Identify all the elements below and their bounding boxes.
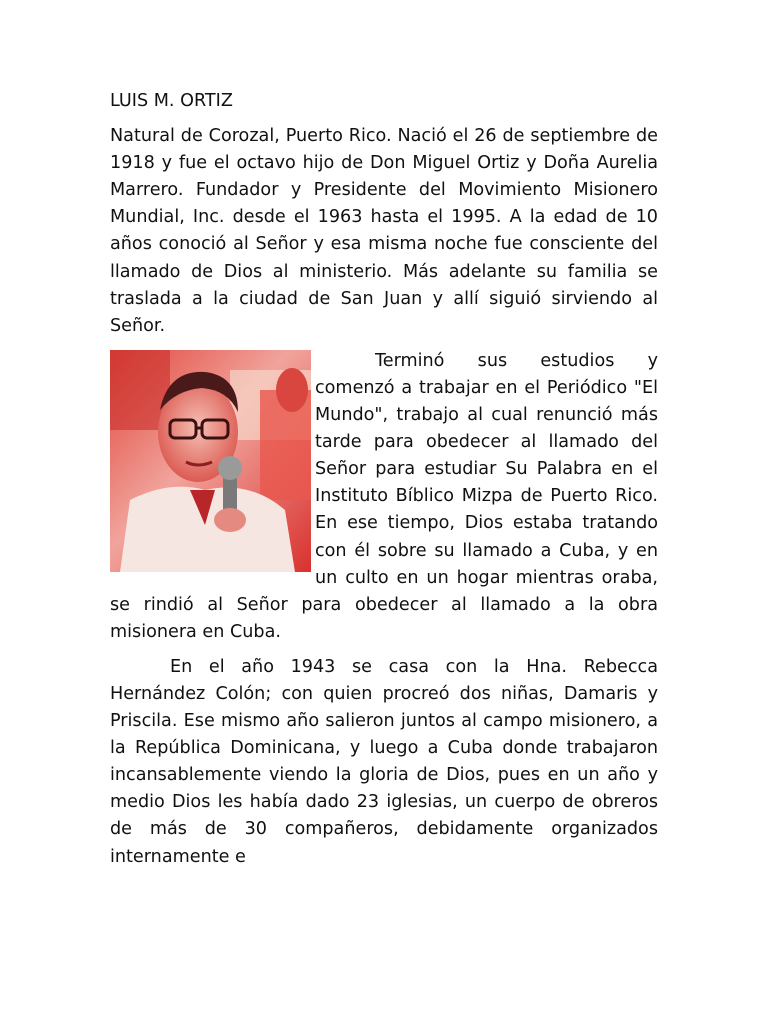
paragraph-2: Terminó sus estudios y comenzó a trabajar en el Periódico "El Mundo", trabajo al cual renunció más tarde para obedecer al llamado del Señor para estudiar Su Palabra en el Instituto Bíblico Mizpa de Puerto Rico. En ese tiempo, Dios estaba tratando con él sobre su llamado a Cuba, y en un culto en un hogar mientras oraba, se rindió al Señor para obedecer al llamado a la obra misionera en Cuba. bbox=[110, 350, 658, 642]
paragraph-3: En el año 1943 se casa con la Hna. Rebecca Hernández Colón; con quien procreó dos niñas, Damaris y Priscila. Ese mismo año salieron juntos al campo misionero, a la República Dominicana, y luego a Cuba donde trabajaron incansablemente viendo la gloria de Dios, pues en un año y medio Dios les había dado 23 iglesias, un cuerpo de obreros de más de 30 compañeros, debidamente organizados internamente e bbox=[110, 656, 658, 867]
document-title: LUIS M. ORTIZ bbox=[110, 91, 233, 111]
paragraph-1: Natural de Corozal, Puerto Rico. Nació el 26 de septiembre de 1918 y fue el octavo hijo de Don Miguel Ortiz y Doña Aurelia Marrero. Fundador y Presidente del Movimiento Misionero Mundial, Inc. desde el 1963 hasta el 1995. A la edad de 10 años conoció al Señor y esa misma noche fue consciente del llamado de Dios al ministerio. Más adelante su familia se traslada a la ciudad de San Juan y allí siguió sirviendo al Señor. bbox=[110, 126, 658, 336]
portrait-photo bbox=[110, 350, 311, 572]
document-page bbox=[110, 88, 658, 879]
